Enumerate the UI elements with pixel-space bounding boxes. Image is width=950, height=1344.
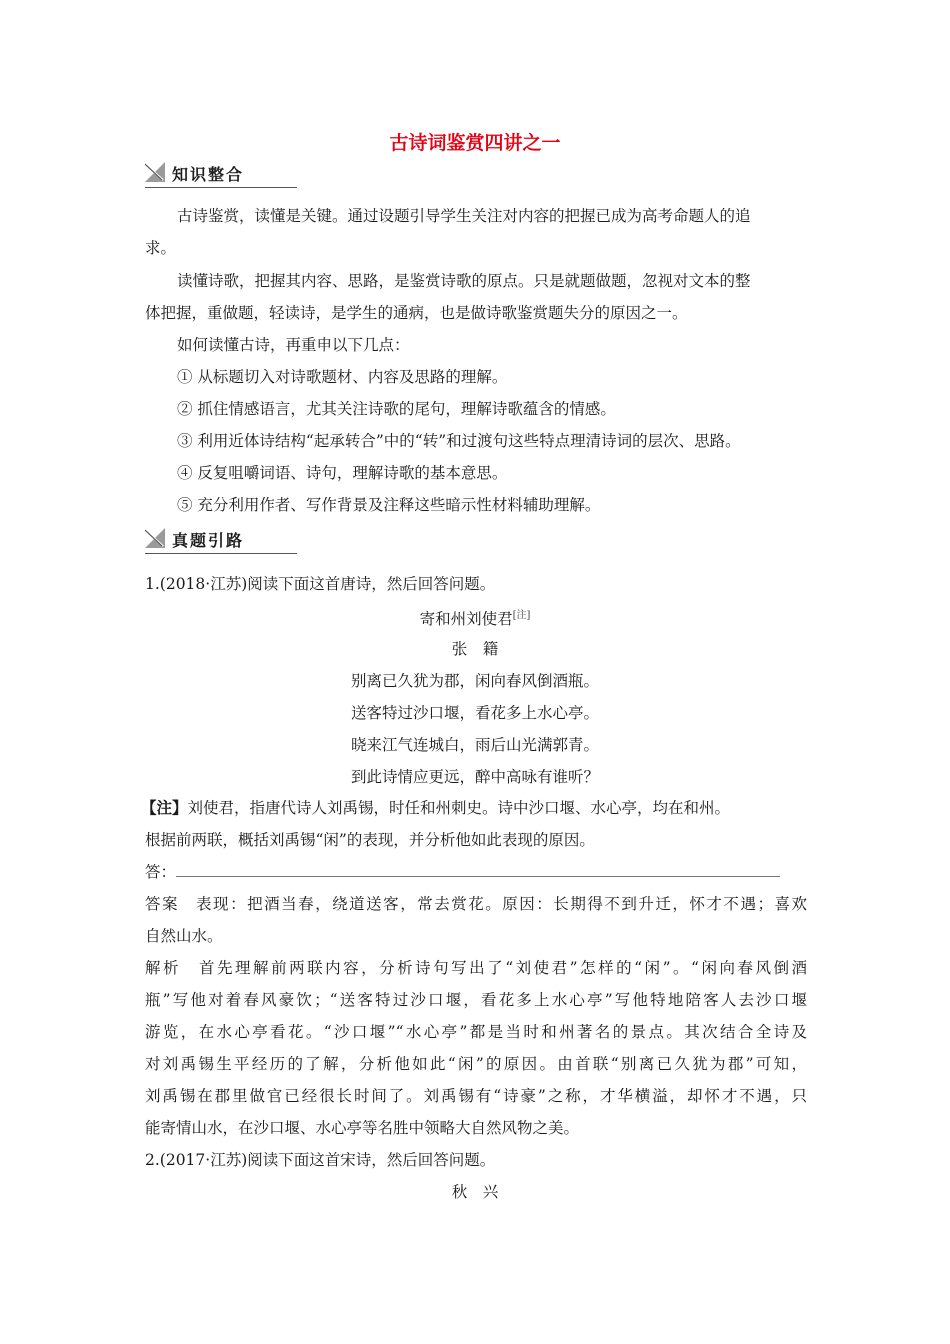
intro-point: ① 从标题切入对诗歌题材、内容及思路的理解。 <box>177 368 508 386</box>
note-text: 刘使君，指唐代诗人刘禹锡，时任和州刺史。诗中沙口堰、水心亭，均在和州。 <box>187 799 731 817</box>
intro-point: ④ 反复咀嚼词语、诗句，理解诗歌的基本意思。 <box>177 464 508 482</box>
q1-author: 张 籍 <box>451 640 499 658</box>
analysis-line: 游览，在水心亭看花。“沙口堰”“水心亭”都是当时和州著名的景点。其次结合全诗及 <box>145 1023 807 1041</box>
q1-stem: 1.(2018·江苏)阅读下面这首唐诗，然后回答问题。 <box>145 575 496 593</box>
section-rule <box>145 187 297 188</box>
answer-line1: 答案 表现：把酒当春，绕道送客，常去赏花。原因：长期得不到升迁，怀才不遇；喜欢 <box>145 895 807 913</box>
answer-line2: 自然山水。 <box>145 927 223 945</box>
poem-line: 晓来江气连城白，雨后山光满郭青。 <box>350 736 599 754</box>
answer-prompt: 答： <box>145 863 177 881</box>
analysis-line: 瓶”写他对着春风豪饮；“送客特过沙口堰，看花多上水心亭”写他特地陪客人去沙口堰 <box>145 991 807 1009</box>
section-header-exam <box>145 528 297 554</box>
intro-point: ⑤ 充分利用作者、写作背景及注释这些暗示性材料辅助理解。 <box>177 496 601 514</box>
intro-point: ② 抓住情感语言，尤其关注诗歌的尾句，理解诗歌蕴含的情感。 <box>177 400 616 418</box>
poem-line: 别离已久犹为郡，闲向春风倒酒瓶。 <box>350 672 599 690</box>
section-triangle-icon <box>145 162 165 182</box>
section-header-knowledge <box>145 162 297 188</box>
intro-p1-line1: 古诗鉴赏，读懂是关键。通过设题引导学生关注对内容的把握已成为高考命题人的追 <box>177 207 751 225</box>
section-label: 真题引路 <box>172 531 245 550</box>
intro-p3: 如何读懂古诗，再重申以下几点： <box>177 336 410 354</box>
section-triangle-icon <box>145 528 165 548</box>
poem-line: 到此诗情应更远，醉中高咏有谁听？ <box>350 768 599 786</box>
section-label: 知识整合 <box>172 165 245 184</box>
analysis-line: 能寄情山水，在沙口堰、水心亭等名胜中领略大自然风物之美。 <box>145 1119 580 1137</box>
answer-blank-line <box>176 876 780 877</box>
note-label: 【注】 <box>141 799 188 817</box>
intro-p1-line2: 求。 <box>145 239 177 257</box>
analysis-line: 解析 首先理解前两联内容，分析诗句写出了“刘使君”怎样的“闲”。“闲向春风倒酒 <box>145 959 807 977</box>
analysis-line: 对刘禹锡生平经历的了解，分析他如此“闲”的原因。由首联“别离已久犹为郡”可知， <box>145 1055 807 1073</box>
poem-title-text: 寄和州刘使君 <box>419 610 513 629</box>
q2-stem: 2.(2017·江苏)阅读下面这首宋诗，然后回答问题。 <box>145 1151 496 1169</box>
q1-note <box>141 797 730 819</box>
q1-question: 根据前两联，概括刘禹锡“闲”的表现，并分析他如此表现的原因。 <box>145 831 595 849</box>
page-title: 古诗词鉴赏四讲之一 <box>389 132 561 154</box>
intro-point: ③ 利用近体诗结构“起承转合”中的“转”和过渡句这些特点理清诗词的层次、思路。 <box>177 432 741 450</box>
q2-poem-title: 秋 兴 <box>451 1183 499 1201</box>
intro-p2-line1: 读懂诗歌，把握其内容、思路，是鉴赏诗歌的原点。只是就题做题，忽视对文本的整 <box>177 272 751 290</box>
poem-line: 送客特过沙口堰，看花多上水心亭。 <box>350 704 599 722</box>
poem-note-mark: [注] <box>512 610 531 621</box>
q1-poem-title <box>0 605 950 630</box>
analysis-line: 刘禹锡在郡里做官已经很长时间了。刘禹锡有“诗豪”之称，才华横溢，却怀才不遇，只 <box>145 1087 807 1105</box>
intro-p2-line2: 体把握，重做题，轻读诗，是学生的通病，也是做诗歌鉴赏题失分的原因之一。 <box>145 304 688 322</box>
section-rule <box>145 553 297 554</box>
